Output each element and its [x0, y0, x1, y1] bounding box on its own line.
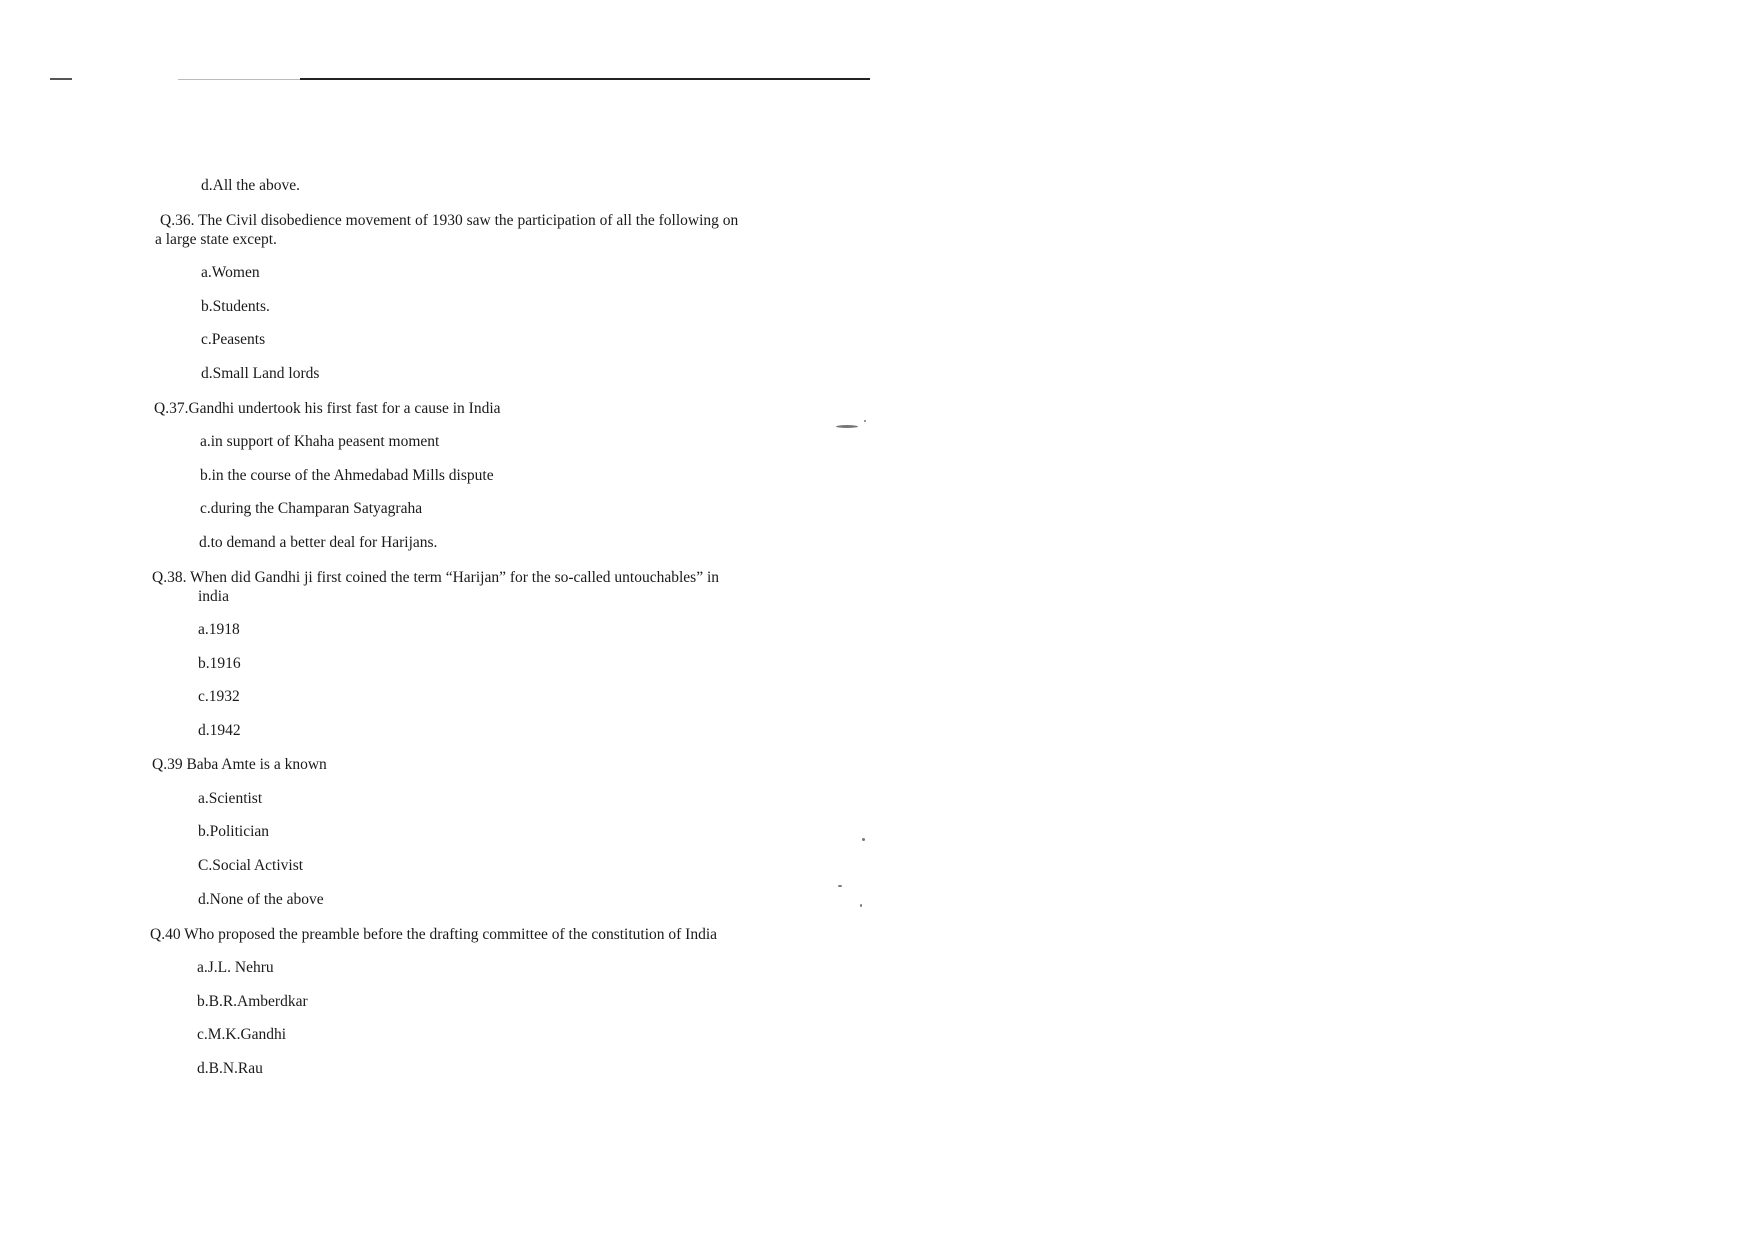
question-36-option-b: b.Students.	[201, 298, 270, 315]
option-text: d.All the above.	[201, 177, 301, 194]
scan-speck	[860, 904, 862, 907]
question-40-text: Q.40 Who proposed the preamble before the drafting committee of the constitution of India	[150, 926, 718, 943]
question-37-option-b: b.in the course of the Ahmedabad Mills dispute	[200, 467, 494, 484]
scan-speck	[836, 425, 858, 428]
question-38-text-continued: india	[198, 588, 229, 605]
question-39-text: Q.39 Baba Amte is a known	[152, 756, 327, 773]
question-36-text: Q.36. The Civil disobedience movement of 1930 saw the participation of all the following on	[160, 212, 739, 229]
question-39-option-b: b.Politician	[198, 823, 270, 840]
scan-artifact-rule-faint	[178, 79, 300, 80]
question-36-text-continued: a large state except.	[155, 231, 277, 248]
question-38-option-b: b.1916	[198, 655, 241, 672]
question-39-option-d: d.None of the above	[198, 891, 324, 908]
question-37-option-a: a.in support of Khaha peasent moment	[200, 433, 440, 450]
question-36-option-d: d.Small Land lords	[201, 365, 320, 382]
question-40-option-d: d.B.N.Rau	[197, 1060, 263, 1077]
question-40-option-b: b.B.R.Amberdkar	[197, 993, 308, 1010]
question-36-option-c: c.Peasents	[201, 331, 266, 348]
question-40-option-c: c.M.K.Gandhi	[197, 1026, 287, 1043]
scan-artifact-left	[50, 78, 72, 80]
question-38-text: Q.38. When did Gandhi ji first coined the term “Harijan” for the so-called untouchables” in	[152, 569, 720, 586]
question-38-option-c: c.1932	[198, 688, 240, 705]
question-36-option-a: a.Women	[201, 264, 260, 281]
question-38-option-a: a.1918	[198, 621, 240, 638]
question-38-option-d: d.1942	[198, 722, 241, 739]
question-37-option-d: d.to demand a better deal for Harijans.	[199, 534, 438, 551]
scan-speck	[864, 420, 866, 422]
header-rule	[300, 78, 870, 80]
question-39-option-c: C.Social Activist	[198, 857, 304, 874]
question-37-text: Q.37.Gandhi undertook his first fast for a cause in India	[154, 400, 501, 417]
question-37-option-c: c.during the Champaran Satyagraha	[200, 500, 423, 517]
scan-speck	[838, 885, 842, 887]
question-39-option-a: a.Scientist	[198, 790, 263, 807]
question-40-option-a: a.J.L. Nehru	[197, 959, 274, 976]
scan-speck	[862, 838, 865, 841]
